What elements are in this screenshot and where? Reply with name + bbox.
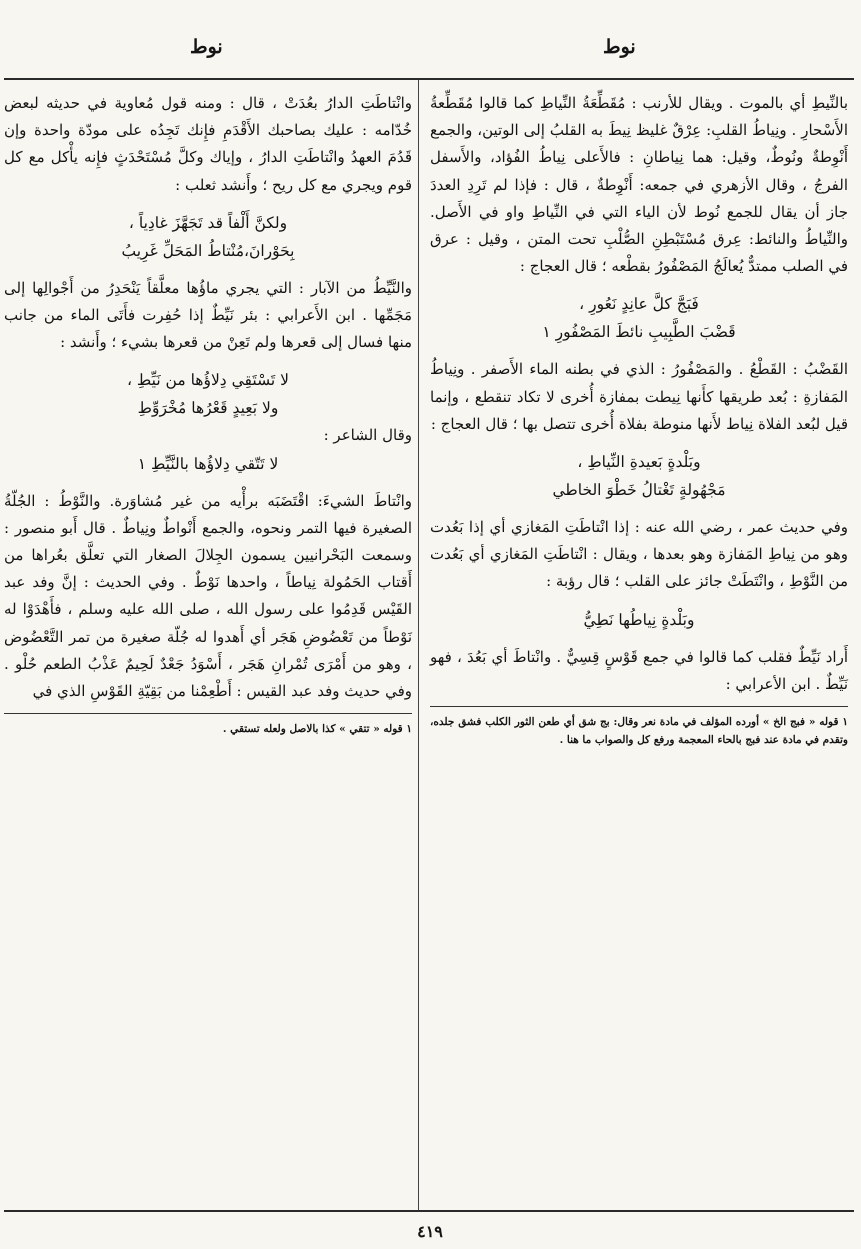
running-header-right: نوط <box>603 36 636 58</box>
verse-line: بِحَوْرانَ،مُنْتاطُ المَحَلِّ غَرِيبُ <box>121 241 295 260</box>
header-rule <box>4 78 854 80</box>
verse-line: لا تَتّقي دِلاؤُها بالنَّيِّطِ ١ <box>137 454 279 473</box>
running-header-left: نوط <box>190 36 223 58</box>
verse-line: قَضْبَ الطَّبِيبِ نائطَ المَصْفُورِ ١ <box>542 323 736 342</box>
verse-line: لا تَسْتَقِي دِلاؤُها من نَيِّطِ ، <box>127 371 289 390</box>
verse-line: وبَلْدةٍ نِياطُها نَطِيُّ <box>583 610 695 629</box>
entry-paragraph: وقال الشاعر : <box>323 426 412 445</box>
verse-line: فَبَجَّ كلَّ عانِدٍ نَعُورِ ، <box>579 295 699 314</box>
entry-paragraph: وانْتاطَتِ الدارُ بعُدَتْ ، قال : ومنه قول مُعاوية في حديثه لبعض خُدّامه : عليك بصاحبك الأَقْدَمِ فإِنك تَجِدُه على مودّة واحدة وإن قَدُمَ العهدُ وانْتاطَتِ الدارُ ، وإياك وكلَّ مُسْتَحْدَثٍ فإِنه يأْكل مع كل قوم ويجري مع كل ريح ؛ وأَنشد ثعلب : <box>4 94 412 194</box>
page-number: ٤١٩ <box>417 1222 443 1241</box>
column-divider <box>418 80 419 1210</box>
entry-paragraph: أَراد نَيِّطٌ فقلب كما قالوا في جمع قَوْسٍ قِسِيٌّ . وانْتاطَ أي بَعُدَ ، فهو نَيِّطٌ . ابن الأعرابي : <box>430 647 848 693</box>
right-column <box>430 90 848 749</box>
entry-paragraph: القَضْبُ : القَطْعُ . والمَصْفُورُ : الذي في بطنه الماء الأَصفر . ونِياطُ المَفازةِ : بُعد طريقها كأَنها نِيطت بمفازة أُخرى لا تكاد تنقطع ، وإنما قيل لبُعد الفلاة نِياط لأَنها منوطة بفلاة أُخرى تتصل بها ؛ قال العجاج : <box>430 360 848 433</box>
footnote-separator <box>4 713 412 714</box>
verse-line: ولكنَّ أَلْفاً قد تَجَهَّزَ غادِياً ، <box>128 213 288 232</box>
entry-paragraph: وفي حديث عمر ، رضي الله عنه : إذا انْتاطَتِ المَغازي أي إذا بَعُدت وهو من نِياطِ المَفازة وهو بعدها ، ويقال : انْتاطَتِ المَغازي أي بَعُدت من النَّوْطِ ، وانْتَطَتْ جائز على القلب ؛ قال رؤبة : <box>430 518 848 591</box>
entry-paragraph: وانْتاطَ الشيءَ: اقْتَضَبَه برأْيه من غير مُشاوَرة. والنَّوْطُ : الجُلّةُ الصغيرة فيها التمر ونحوه، والجمع أَنْواطٌ ونِياطٌ . قال أَبو منصور : وسمعت البَحْرانيين يسمون الجِلالَ الصغار التي تعلَّق بعُراها من أَقتاب الحَمُولة نِياطاً ، واحدها نَوْطٌ . وفي الحديث : إنَّ وفد عبد القَيْس قَدِمُوا على رسول الله ، صلى الله عليه وسلم ، فأَهْدَوْا له نَوْطاً من تَعْضُوضِ هَجَر أي أَهدوا له جُلّة صغيرة من تمر التَّعْضُوض ، وهو من أَمْرَى تُمْرانِ هَجَر ، أَسْوَدُ جَعْدٌ لَحِيمٌ عَذْبُ الطعم حُلْو . وفي حديث وفد عبد القيس : أَطْعِمْنا من بَقِيّةِ القَوْسِ الذي في <box>4 491 412 701</box>
footnote: ١ قوله « تتقي » كذا بالاصل ولعله تستقي . <box>222 723 412 736</box>
verse-line: وبَلْدةٍ بَعيدةِ النِّياطِ ، <box>577 453 701 472</box>
footer-rule <box>4 1210 854 1212</box>
left-column <box>4 90 412 738</box>
entry-paragraph: بالنِّيطِ أي بالموت . ويقال للأرنب : مُقَطِّعَةُ النِّياطِ كما قالوا مُقَطِّعةُ الأَسْحارِ . ونِياطُ القلبِ: عِرْقٌ غليظ نِيطَ به القلبُ إلى الوتين، والجمع أَنْوِطةٌ ونُوطٌ، وقيل: هما نِياطانِ : فالأَعلى نِياطُ الفُؤاد، والأَسفل الفرجُ ، وقال الأزهري في جمعه: أَنْوِطةٌ ، قال : فإذا لم تَرِدِ العددَ جاز أن يقال للجمع نُوط لأن الياء التي في النِّياطِ واو في الأَصل. والنِّياطُ والنائط: عِرق مُسْتَبْطِنِ الصُّلْبِ تحت المتن ، وقيل : عرق في الصلب ممتدٌّ يُعالَجُ المَصْفُورُ بقطْعه ؛ قال العجاج : <box>430 94 848 276</box>
footnote-separator <box>430 706 848 707</box>
verse-line: مَجْهُولةٍ تَغْتالُ خَطْوَ الخاطي <box>552 481 726 500</box>
verse-line: ولا بَعِيدٍ قَعْرُها مُخْرَوِّطِ <box>137 399 279 418</box>
footnote: ١ قوله « فبج الخ » أورده المؤلف في مادة نعر وقال: بج شق أي طعن الثور الكلب فشق جلده، وتقدم في مادة عند فبج بالحاء المعجمة ورفع كل والصواب ما هنا . <box>430 716 848 747</box>
entry-paragraph: والنَّيِّطُ من الآبار : التي يجري ماؤُها معلَّقاً يَنْحَدِرُ من أَجْوالِها إلى مَجَمِّها . ابن الأَعرابي : بئر نَيِّطٌ إذا حُفِرت فأَتَى الماء من جانب منها فسال إلى قعرها ولم تَعِنْ من قعرها بشيء ؛ وأَنشد : <box>4 278 412 352</box>
